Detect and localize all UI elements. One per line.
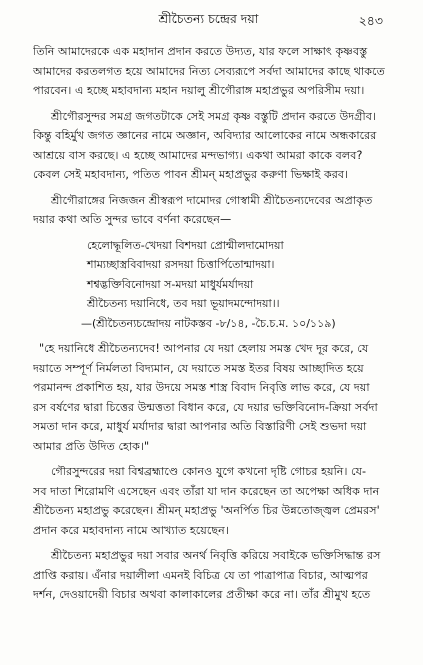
text-line: কেবল সেই মহাবদান্য, পতিত পাবন শ্রীমন্ মহাপ্রভুর করুণা ভিক্ষাই করব। [33,168,349,181]
text-line: শ্রীচৈতন্য মহাপ্রভুর দয়া সবার অনর্থ নিবৃত্তি করিয়ে সবাইকে ভক্তিসিদ্ধান্ত রস [51,549,381,562]
running-title: শ্রীচৈতন্য চন্দ্রের দয়া [158,11,259,26]
text-line: শ্রীগৌরাঙ্গের নিজজন শ্রীস্বরূপ দামোদর গোস্বামী শ্রীচৈতন্যদেবের অপ্রাকৃত [51,193,373,207]
translation-quote [33,339,393,456]
running-head [34,10,383,32]
sloka-verse [33,236,393,334]
text-line: "হে দয়ানিধে শ্রীচৈতন্যদেব! আপনার যে দয়া হেলায় সমস্ত খেদ দূর করে, যে [39,342,369,355]
paragraph-5 [33,546,393,605]
text-line: পরমানন্দ প্রকাশিত হয়, যার উদয়ে সমস্ত শাস্ত্র বিবাদ নিবৃত্তি লাভ করে, যে দয়া [33,381,370,394]
sloka-line: হেলোদ্ধূলিত-খেদয়া বিশদয়া প্রোন্মীলদামোদয়া [87,238,284,252]
paragraph-3 [33,191,393,230]
paragraph-4 [33,462,393,540]
sloka-line: শাম্যচ্ছাস্ত্রবিবাদয়া রসদয়া চিত্তার্পিতোন্মাদয়া। [87,258,275,271]
text-line: কিন্তু বহির্মুখ জগত জ্ঞানের নামে অজ্ঞান, অবিদ্যার আলোকের নামে অন্ধকারের [33,129,377,142]
paragraph-2 [33,107,393,185]
text-line: দয়ার কথা অতি সুন্দর ভাবে বর্ণনা করেছেন— [33,213,232,226]
text-line: আমার প্রতি উদিত হোক।" [33,439,150,453]
text-line: প্রদান করে মহাবদান্য নামে আখ্যাত হয়েছেন। [33,523,229,537]
text-line: পারবেন। এ হচ্ছে মহাবদান্য মহান দয়ালু শ্রীগৌরাঙ্গ মহাপ্রভুর অপরিসীম দয়া। [33,84,365,97]
text-line: দর্শন, দেওয়াদেয়ী বিচার অথবা কালাকালের প্রতীক্ষা করে না। তাঁর শ্রীমুখ হতে [33,588,371,601]
paragraph-1 [33,42,393,101]
text-line: আমাদের করতলগত হয়ে আমাদের নিত্য সেব্যরূপে সর্বদা আমাদের কাছে থাকতে [33,64,385,78]
text-line: প্রাপ্তি করায়। এঁনার দয়ালীলা এমনই বিচিত্র যে তা পাত্রাপাত্র বিচার, আত্মপর [33,568,368,582]
sloka-line: শ্রীচৈতন্য দয়ানিধে, তব দয়া ভূয়াদমন্দোদয়া।। [87,297,280,310]
text-line: আশ্রয়ে বাস করছে। এ হচ্ছে আমাদের মন্দভাগ্য। একথা আমরা কাকে বলব? [33,148,363,162]
page-body [33,42,393,605]
text-line: তিনি আমাদেরকে এক মহাদান প্রদান করতে উদ্যত, যার ফলে সাক্ষাৎ কৃষ্ণবস্তু [33,45,368,58]
text-line: রস বর্ষণের দ্বারা চিত্তের উন্মত্ততা বিধান করে, যে দয়ার ভক্তিবিনোদ-ক্রিয়া সর্বদা [33,400,378,414]
text-line: শ্রীচৈতন্য মহাপ্রভু করেছেন। শ্রীমন্ মহাপ্রভু 'অনর্পিত চির উন্নতোজ্জ্বল প্রেমরস' [33,504,380,517]
text-line: সব দাতা শিরোমণি এসেছেন এবং তাঁরা যা দান করেছেন তা অপেক্ষা অধিক দান [33,484,380,498]
text-line: গৌরসুন্দরের দয়া বিশ্বব্রহ্মাণ্ডে কোনও যুগে কখনো দৃষ্টি গোচর হয়নি। যে- [51,465,367,478]
text-line: দয়াতে সম্পূর্ণ নির্মলতা বিদ্যমান, যে দয়াতে সমস্ত ইতর বিষয় আচ্ছাদিত হয়ে [33,361,364,375]
page-number: ২৪৩ [358,13,383,28]
text-line: সমতা দান করে, মাধুর্য মর্যাদার দ্বারা আপনার অতি বিস্তারিণী সেই শুভদা দয়া [33,420,367,433]
text-line: শ্রীগৌরসুন্দর সমগ্র জগতটাকে সেই সমগ্র কৃষ্ণ বস্তুটি প্রদান করতে উদগ্রীব। [51,109,376,123]
sloka-line: শশ্বদ্ভক্তিবিনোদয়া স-মদয়া মাধুর্যমর্যাদয়া [87,277,254,291]
sloka-reference: —(শ্রীচৈতন্যচন্দ্রোদয় নাটকস্তব -৮/১৪, -চৈ.চ.ম. ১০/১১৯) [81,316,336,330]
